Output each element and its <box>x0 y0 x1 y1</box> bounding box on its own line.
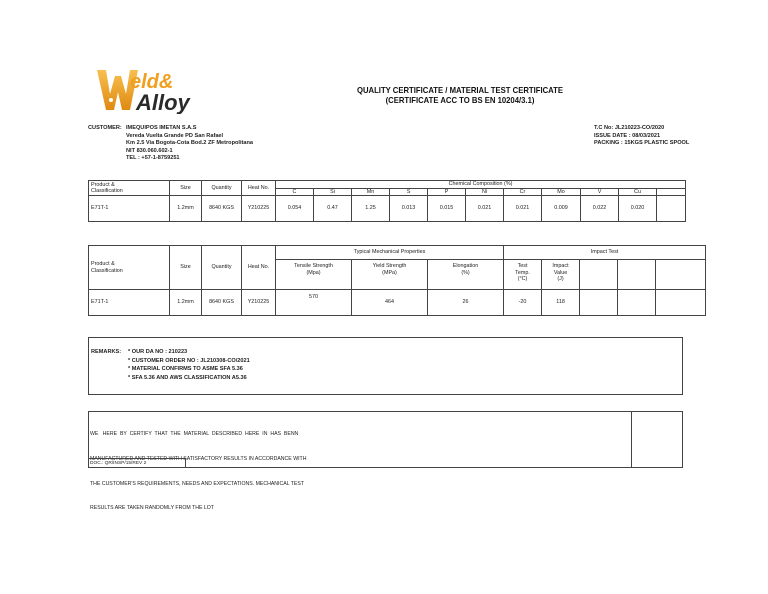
header-impact-line3: (J) <box>557 276 564 282</box>
header-element: Cr <box>504 188 542 196</box>
header-temp-line1: Test <box>517 263 528 269</box>
cell-yield: 464 <box>352 290 428 316</box>
cell-tensile: 570 <box>276 290 352 316</box>
header-elongation-label: Elongation <box>452 263 479 269</box>
mechanical-properties-table <box>88 245 706 316</box>
cell-value: 0.020 <box>619 196 657 222</box>
header-quantity: Quantity <box>202 181 242 196</box>
header-quantity: Quantity <box>202 246 242 290</box>
certification-box <box>88 411 683 512</box>
remark-line: * SFA 5.36 AND AWS CLASSIFICATION A5.36 <box>128 374 247 381</box>
empty-cell <box>657 188 686 196</box>
header-tensile <box>276 260 352 290</box>
certification-statement <box>90 414 342 529</box>
company-logo <box>96 66 200 114</box>
remark-line: * MATERIAL CONFIRMS TO ASME SFA 5.36 <box>128 366 243 372</box>
cell-size: 1.2mm <box>170 290 202 316</box>
customer-block <box>88 125 388 163</box>
table-row <box>89 196 686 222</box>
certification-line: THE CUSTOMER'S REQUIREMENTS, NEEDS AND EXPECTATIONS. MECHANICAL TEST <box>90 480 304 487</box>
header-element: Mn <box>352 188 390 196</box>
header-product-line1: Product & <box>91 181 115 188</box>
remarks-label: REMARKS: <box>91 349 122 355</box>
header-yield-unit: (MPa) <box>382 269 397 276</box>
certificate-title <box>313 85 607 105</box>
cell-heat: Y210225 <box>242 196 276 222</box>
empty-cell <box>657 196 686 222</box>
header-product-line2: Classification <box>91 267 123 274</box>
certification-line: MANUFACTURED AND TESTED WITH SATISFACTORY RESULTS IN ACCORDANCE WITH <box>90 456 307 463</box>
header-elongation <box>428 260 504 290</box>
remark-line: * OUR DA NO : 210223 <box>128 349 188 355</box>
cell-quantity: 8640 KGS <box>202 290 242 316</box>
cell-product: E71T-1 <box>89 196 170 222</box>
customer-nit: NIT 830.060.602-1 <box>126 147 173 154</box>
remarks-box <box>88 337 683 395</box>
logo-text-top: eld& <box>130 71 174 93</box>
customer-address-2: Km 2.5 Via Bogota-Cota Bod.2 ZF Metropolitana <box>126 140 254 147</box>
empty-cell <box>580 260 618 290</box>
header-temp-line2: Temp. <box>515 269 530 276</box>
cell-heat: Y210225 <box>242 290 276 316</box>
certificate-info <box>594 125 744 148</box>
header-element: C <box>276 188 314 196</box>
table-row <box>89 290 706 316</box>
header-element: Mo <box>542 188 581 196</box>
logo-text-bottom: Alloy <box>136 90 190 114</box>
customer-tel: TEL : +57-1-8759251 <box>126 155 180 162</box>
header-product <box>89 181 170 196</box>
packing: PACKING : 15KGS PLASTIC SPOOL <box>594 140 690 147</box>
header-impact-line1: Impact <box>552 263 569 269</box>
customer-name: IMEQUIPOS IMETAN S.A.S <box>126 125 197 131</box>
certification-line: WE HERE BY CERTIFY THAT THE MATERIAL DESCRIBED HERE IN HAS BENN <box>90 431 299 438</box>
header-product <box>89 246 170 290</box>
cell-value: 0.022 <box>581 196 619 222</box>
header-impact-test: Impact Test <box>504 246 706 260</box>
header-heat-no: Heat No. <box>242 181 276 196</box>
cell-value: 0.054 <box>276 196 314 222</box>
header-test-temp <box>504 260 542 290</box>
header-elongation-unit: (%) <box>461 269 470 276</box>
cell-value: 0.013 <box>390 196 428 222</box>
empty-cell <box>580 290 618 316</box>
customer-label: CUSTOMER: <box>88 125 122 131</box>
header-tensile-label: Tensile Strength <box>294 263 333 269</box>
empty-cell <box>618 260 656 290</box>
issue-date: ISSUE DATE : 08/03/2021 <box>594 132 661 139</box>
header-yield-label: Yield Strength <box>372 263 407 269</box>
cell-product: E71T-1 <box>89 290 170 316</box>
cell-value: 0.021 <box>504 196 542 222</box>
header-temp-line3: (°C) <box>517 276 528 282</box>
tc-number: T.C No: JL210223-CO/2020 <box>594 125 665 131</box>
header-element: Ni <box>466 188 504 196</box>
customer-address-1: Vereda Vuelta Grande PD San Rafael <box>126 132 224 139</box>
cell-elongation: 26 <box>428 290 504 316</box>
cell-quantity: 8640 KGS <box>202 196 242 222</box>
certification-line: RESULTS ARE TAKEN RANDOMLY FROM THE LOT <box>90 505 214 512</box>
cell-value: 1.25 <box>352 196 390 222</box>
header-impact-line2: Value <box>553 269 568 276</box>
cell-size: 1.2mm <box>170 196 202 222</box>
header-heat-no: Heat No. <box>242 246 276 290</box>
header-size: Size <box>170 181 202 196</box>
header-impact-value <box>542 260 580 290</box>
header-chemical-composition: Chemical Composition (%) <box>276 181 686 189</box>
remark-line: * CUSTOMER ORDER NO : JL210308-CO/2021 <box>128 357 250 364</box>
cell-value: 0.021 <box>466 196 504 222</box>
empty-cell <box>618 290 656 316</box>
header-tensile-unit: (Mpa) <box>306 269 321 276</box>
cell-value: 0.015 <box>428 196 466 222</box>
header-element: Si <box>314 188 352 196</box>
chemical-composition-table <box>88 180 686 222</box>
header-element: P <box>428 188 466 196</box>
header-size: Size <box>170 246 202 290</box>
signature-divider <box>631 412 632 467</box>
document-reference: DOC.: QR/INSP/15/REV 2 <box>89 458 186 468</box>
header-product-line2: Classification <box>91 188 123 194</box>
header-element: Cu <box>619 188 657 196</box>
header-mechanical-properties: Typical Mechanical Properties <box>276 246 504 260</box>
header-element: V <box>581 188 619 196</box>
title-line-2: (CERTIFICATE ACC TO BS EN 10204/3.1) <box>385 95 535 105</box>
empty-cell <box>656 290 706 316</box>
header-product-line1: Product & <box>91 261 115 267</box>
cell-impact: 118 <box>542 290 580 316</box>
weld-alloy-logo-icon <box>96 66 200 114</box>
header-element: S <box>390 188 428 196</box>
header-yield <box>352 260 428 290</box>
cell-value: 0.47 <box>314 196 352 222</box>
title-line-1: QUALITY CERTIFICATE / MATERIAL TEST CERTIFICATE <box>356 85 564 95</box>
cell-temp: -20 <box>504 290 542 316</box>
cell-value: 0.009 <box>542 196 581 222</box>
empty-cell <box>656 260 706 290</box>
